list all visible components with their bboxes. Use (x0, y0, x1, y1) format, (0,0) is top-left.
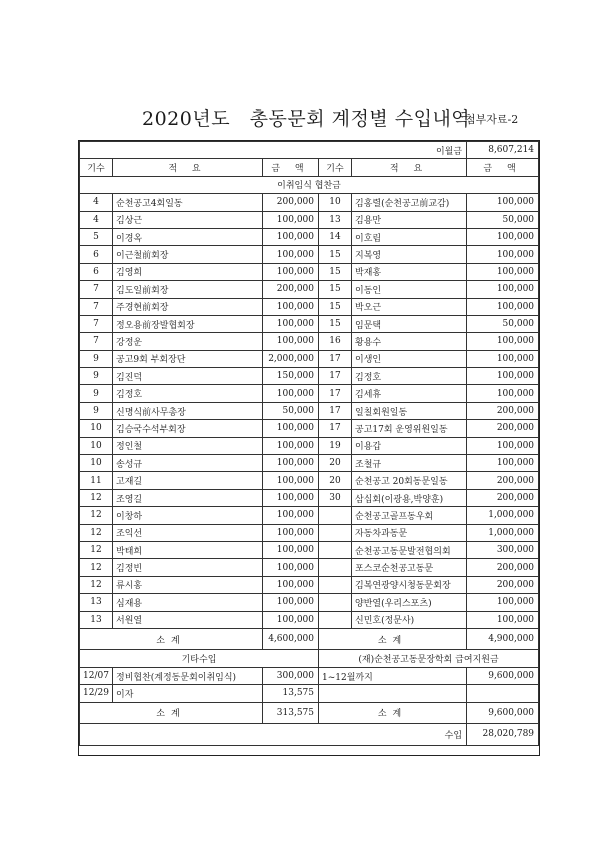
total-label: 수입 (80, 724, 467, 746)
gisu-left: 4 (80, 194, 113, 211)
desc-right: 이용갑 (352, 437, 467, 454)
desc-left: 신명식前사무총장 (113, 402, 263, 419)
amount-left: 100,000 (263, 315, 319, 332)
amount-left: 100,000 (263, 228, 319, 245)
amount-left: 100,000 (263, 472, 319, 489)
amount-left: 100,000 (263, 437, 319, 454)
amount-right: 200,000 (467, 559, 539, 576)
other-row (80, 667, 539, 684)
gisu-left: 12 (80, 507, 113, 524)
desc-left: 김승국수석부회장 (113, 420, 263, 437)
amount-right: 100,000 (467, 368, 539, 385)
section2-left-title: 기타수입 (80, 650, 319, 667)
amount-left: 100,000 (263, 246, 319, 263)
header-geumaek-left: 금 액 (263, 159, 319, 176)
gisu-right: 17 (319, 420, 352, 437)
other-row (80, 685, 539, 702)
amount-right: 200,000 (467, 576, 539, 593)
subtotal-label-left: 소계 (80, 702, 263, 724)
carryover-label: 이월금 (80, 142, 467, 159)
table-row (80, 437, 539, 454)
amount-left: 100,000 (263, 576, 319, 593)
desc-right: 신민호(정문사) (352, 611, 467, 628)
gisu-right: 19 (319, 437, 352, 454)
gisu-left: 10 (80, 455, 113, 472)
gisu-left: 12 (80, 541, 113, 558)
gisu-right (319, 524, 352, 541)
subtotal-label-left: 소계 (80, 628, 263, 650)
desc-left: 김영희 (113, 263, 263, 280)
amount-right: 100,000 (467, 611, 539, 628)
desc-right: 김복연광양시청동문회장 (352, 576, 467, 593)
section2-subtotal-right: 9,600,000 (467, 702, 539, 724)
gisu-left: 11 (80, 472, 113, 489)
table-row (80, 559, 539, 576)
amount-left: 100,000 (263, 385, 319, 402)
gisu-right: 15 (319, 298, 352, 315)
gisu-right: 10 (319, 194, 352, 211)
gisu-right (319, 576, 352, 593)
scholarship-desc: 1~12월까지 (319, 667, 467, 684)
desc-right: 삼십회(이광용,박양훈) (352, 489, 467, 506)
gisu-right: 17 (319, 350, 352, 367)
amount-left: 2,000,000 (263, 350, 319, 367)
desc-left: 심재용 (113, 594, 263, 611)
desc-left: 이창하 (113, 507, 263, 524)
desc-right: 김용만 (352, 211, 467, 228)
desc-left: 김진덕 (113, 368, 263, 385)
income-sheet (78, 140, 540, 756)
desc-right: 순천공고 20회동문일동 (352, 472, 467, 489)
desc-left: 공고9회 부회장단 (113, 350, 263, 367)
total-row (80, 724, 539, 746)
gisu-left: 10 (80, 437, 113, 454)
gisu-right: 17 (319, 402, 352, 419)
amount-left: 200,000 (263, 194, 319, 211)
desc-right: 자동차과동문 (352, 524, 467, 541)
gisu-right: 17 (319, 385, 352, 402)
gisu-left: 12 (80, 489, 113, 506)
desc-right: 이동인 (352, 281, 467, 298)
amount-left: 100,000 (263, 541, 319, 558)
gisu-left: 9 (80, 402, 113, 419)
desc-right: 양반열(우리스포츠) (352, 594, 467, 611)
scholarship-empty (319, 685, 467, 702)
amount-left: 50,000 (263, 402, 319, 419)
desc-left: 김정호 (113, 385, 263, 402)
gisu-left: 7 (80, 315, 113, 332)
table-row (80, 333, 539, 350)
desc-right: 공고17회 운영위원일동 (352, 420, 467, 437)
section1-title: 이취임식 협찬금 (80, 176, 539, 193)
income-table (79, 141, 539, 746)
desc-right: 포스코순천공고동문 (352, 559, 467, 576)
other-amount: 300,000 (263, 667, 319, 684)
table-row (80, 368, 539, 385)
amount-right: 100,000 (467, 333, 539, 350)
desc-left: 조익선 (113, 524, 263, 541)
gisu-right: 15 (319, 246, 352, 263)
amount-right: 100,000 (467, 263, 539, 280)
gisu-right: 17 (319, 368, 352, 385)
amount-right: 200,000 (467, 420, 539, 437)
table-row (80, 420, 539, 437)
table-row (80, 385, 539, 402)
amount-right: 100,000 (467, 594, 539, 611)
table-row (80, 315, 539, 332)
amount-left: 100,000 (263, 263, 319, 280)
amount-right: 100,000 (467, 228, 539, 245)
desc-right: 이생인 (352, 350, 467, 367)
gisu-right: 16 (319, 333, 352, 350)
gisu-left: 6 (80, 246, 113, 263)
desc-right: 김정호 (352, 368, 467, 385)
amount-right: 100,000 (467, 246, 539, 263)
page-title: 2020년도 총동문회 계정별 수입내역 (142, 108, 471, 130)
amount-right: 1,000,000 (467, 524, 539, 541)
desc-left: 이경옥 (113, 228, 263, 245)
gisu-right: 14 (319, 228, 352, 245)
desc-right: 일칠회원일동 (352, 402, 467, 419)
amount-right: 50,000 (467, 211, 539, 228)
amount-right: 50,000 (467, 315, 539, 332)
desc-left: 박태희 (113, 541, 263, 558)
header-row (80, 159, 539, 176)
table-row (80, 211, 539, 228)
amount-right: 100,000 (467, 350, 539, 367)
header-jeokyo-right: 적 요 (352, 159, 467, 176)
desc-right: 순천공고골프동우회 (352, 507, 467, 524)
desc-left: 주경현前회장 (113, 298, 263, 315)
desc-right: 순천공고동문발전협의회 (352, 541, 467, 558)
gisu-right: 30 (319, 489, 352, 506)
amount-right: 100,000 (467, 281, 539, 298)
other-desc: 이자 (113, 685, 263, 702)
gisu-left: 13 (80, 594, 113, 611)
amount-right: 200,000 (467, 489, 539, 506)
total-value: 28,020,789 (467, 724, 539, 746)
gisu-left: 4 (80, 211, 113, 228)
amount-left: 100,000 (263, 507, 319, 524)
amount-left: 100,000 (263, 333, 319, 350)
amount-right: 100,000 (467, 298, 539, 315)
gisu-right: 20 (319, 455, 352, 472)
header-jeokyo-left: 적 요 (113, 159, 263, 176)
section2-subtotal-row (80, 702, 539, 724)
section2-right-title: (재)순천공고동문장학회 급여지원금 (319, 650, 539, 667)
carryover-value: 8,607,214 (467, 142, 539, 159)
table-row (80, 263, 539, 280)
table-row (80, 281, 539, 298)
other-desc: 정비협찬(계정동문회이취임식) (113, 667, 263, 684)
gisu-left: 13 (80, 611, 113, 628)
gisu-left: 9 (80, 385, 113, 402)
gisu-left: 7 (80, 281, 113, 298)
carryover-row (80, 142, 539, 159)
amount-right: 200,000 (467, 472, 539, 489)
attachment-label: 첨부자료-2 (465, 113, 519, 126)
desc-right: 박재홍 (352, 263, 467, 280)
table-row (80, 594, 539, 611)
amount-left: 100,000 (263, 594, 319, 611)
amount-right: 100,000 (467, 194, 539, 211)
table-row (80, 350, 539, 367)
gisu-left: 9 (80, 368, 113, 385)
gisu-right (319, 541, 352, 558)
desc-right: 지복영 (352, 246, 467, 263)
amount-right: 1,000,000 (467, 507, 539, 524)
table-row (80, 576, 539, 593)
desc-left: 서원열 (113, 611, 263, 628)
gisu-left: 12 (80, 576, 113, 593)
header-gisu-right: 기수 (319, 159, 352, 176)
gisu-left: 12 (80, 559, 113, 576)
subtotal-label-right: 소계 (319, 702, 467, 724)
gisu-left: 7 (80, 298, 113, 315)
scholarship-empty-amount (467, 685, 539, 702)
amount-left: 150,000 (263, 368, 319, 385)
header-gisu-left: 기수 (80, 159, 113, 176)
table-row (80, 472, 539, 489)
table-row (80, 402, 539, 419)
desc-left: 정인철 (113, 437, 263, 454)
desc-left: 이근철前회장 (113, 246, 263, 263)
other-date: 12/29 (80, 685, 113, 702)
amount-left: 100,000 (263, 611, 319, 628)
table-row (80, 455, 539, 472)
amount-right: 100,000 (467, 437, 539, 454)
other-amount: 13,575 (263, 685, 319, 702)
gisu-right: 13 (319, 211, 352, 228)
desc-left: 김정빈 (113, 559, 263, 576)
amount-right: 100,000 (467, 455, 539, 472)
section1-title-row (80, 176, 539, 193)
desc-left: 송성규 (113, 455, 263, 472)
section2-subtotal-left: 313,575 (263, 702, 319, 724)
table-row (80, 228, 539, 245)
desc-left: 고재길 (113, 472, 263, 489)
desc-right: 김홍렬(순천공고前교감) (352, 194, 467, 211)
gisu-left: 5 (80, 228, 113, 245)
gisu-right: 15 (319, 281, 352, 298)
desc-right: 이호림 (352, 228, 467, 245)
table-row (80, 298, 539, 315)
amount-left: 100,000 (263, 420, 319, 437)
amount-left: 100,000 (263, 455, 319, 472)
amount-left: 100,000 (263, 489, 319, 506)
desc-left: 조영길 (113, 489, 263, 506)
other-date: 12/07 (80, 667, 113, 684)
amount-left: 100,000 (263, 211, 319, 228)
gisu-left: 12 (80, 524, 113, 541)
amount-left: 100,000 (263, 524, 319, 541)
amount-left: 100,000 (263, 298, 319, 315)
gisu-right: 15 (319, 315, 352, 332)
gisu-left: 9 (80, 350, 113, 367)
table-row (80, 541, 539, 558)
amount-right: 100,000 (467, 385, 539, 402)
gisu-left: 6 (80, 263, 113, 280)
desc-right: 임문택 (352, 315, 467, 332)
desc-right: 조철규 (352, 455, 467, 472)
gisu-right: 20 (319, 472, 352, 489)
scholarship-amount: 9,600,000 (467, 667, 539, 684)
subtotal-label-right: 소계 (319, 628, 467, 650)
table-row (80, 507, 539, 524)
gisu-right (319, 594, 352, 611)
table-row (80, 194, 539, 211)
table-row (80, 524, 539, 541)
section1-subtotal-right: 4,900,000 (467, 628, 539, 650)
gisu-right (319, 611, 352, 628)
desc-left: 류시홍 (113, 576, 263, 593)
amount-right: 200,000 (467, 402, 539, 419)
amount-right: 300,000 (467, 541, 539, 558)
desc-left: 순천공고4회일동 (113, 194, 263, 211)
gisu-left: 7 (80, 333, 113, 350)
table-row (80, 489, 539, 506)
amount-left: 100,000 (263, 559, 319, 576)
gisu-left: 10 (80, 420, 113, 437)
desc-left: 김상근 (113, 211, 263, 228)
amount-left: 200,000 (263, 281, 319, 298)
table-row (80, 246, 539, 263)
gisu-right (319, 507, 352, 524)
desc-left: 김도일前회장 (113, 281, 263, 298)
section2-title-row (80, 650, 539, 667)
desc-right: 박오근 (352, 298, 467, 315)
gisu-right: 15 (319, 263, 352, 280)
desc-right: 황용수 (352, 333, 467, 350)
desc-left: 강정운 (113, 333, 263, 350)
desc-right: 김세휴 (352, 385, 467, 402)
section1-subtotal-row (80, 628, 539, 650)
desc-left: 정오용前장발협회장 (113, 315, 263, 332)
section1-subtotal-left: 4,600,000 (263, 628, 319, 650)
gisu-right (319, 559, 352, 576)
table-row (80, 611, 539, 628)
header-geumaek-right: 금 액 (467, 159, 539, 176)
